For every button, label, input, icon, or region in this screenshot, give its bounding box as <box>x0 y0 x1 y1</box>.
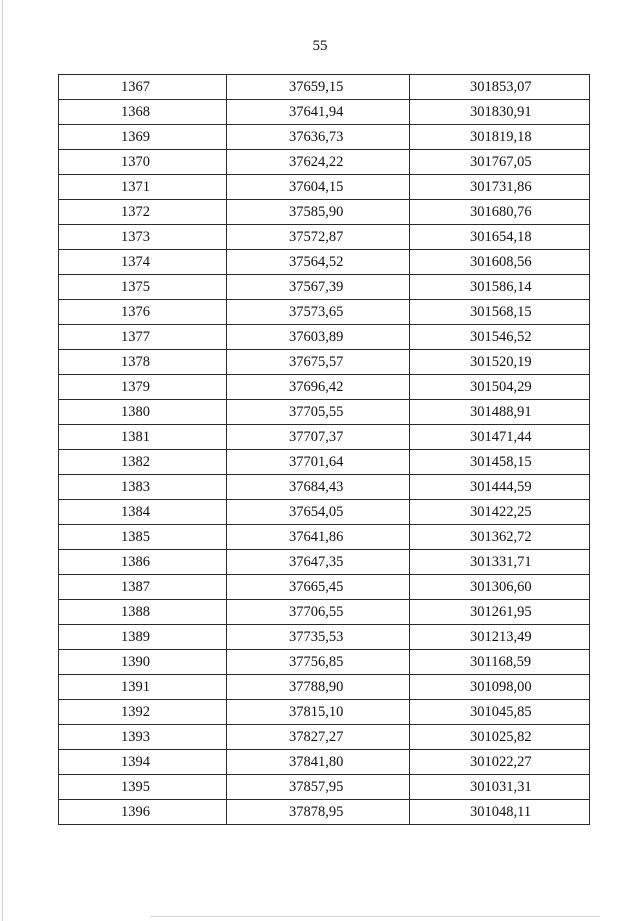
x-coordinate-cell: 37756,85 <box>227 650 410 675</box>
point-number-cell: 1391 <box>59 675 227 700</box>
x-coordinate-cell: 37827,27 <box>227 725 410 750</box>
point-number-cell: 1395 <box>59 775 227 800</box>
point-number-cell: 1392 <box>59 700 227 725</box>
table-row <box>59 200 590 225</box>
point-number-cell: 1372 <box>59 200 227 225</box>
x-coordinate-cell: 37675,57 <box>227 350 410 375</box>
x-coordinate-cell: 37707,37 <box>227 425 410 450</box>
table-row <box>59 800 590 825</box>
x-coordinate-cell: 37603,89 <box>227 325 410 350</box>
y-coordinate-cell: 301546,52 <box>410 325 590 350</box>
coordinates-table <box>58 74 590 825</box>
table-row <box>59 500 590 525</box>
x-coordinate-cell: 37659,15 <box>227 75 410 100</box>
x-coordinate-cell: 37701,64 <box>227 450 410 475</box>
table-row <box>59 275 590 300</box>
table-row <box>59 650 590 675</box>
y-coordinate-cell: 301168,59 <box>410 650 590 675</box>
x-coordinate-cell: 37684,43 <box>227 475 410 500</box>
table-row <box>59 225 590 250</box>
y-coordinate-cell: 301025,82 <box>410 725 590 750</box>
x-coordinate-cell: 37706,55 <box>227 600 410 625</box>
table-row <box>59 300 590 325</box>
point-number-cell: 1389 <box>59 625 227 650</box>
point-number-cell: 1370 <box>59 150 227 175</box>
y-coordinate-cell: 301767,05 <box>410 150 590 175</box>
point-number-cell: 1375 <box>59 275 227 300</box>
page-bottom-rule <box>150 916 600 917</box>
page-number: 55 <box>312 38 328 54</box>
point-number-cell: 1396 <box>59 800 227 825</box>
table-row <box>59 625 590 650</box>
table-row <box>59 350 590 375</box>
x-coordinate-cell: 37857,95 <box>227 775 410 800</box>
table-row <box>59 675 590 700</box>
point-number-cell: 1386 <box>59 550 227 575</box>
table-row <box>59 425 590 450</box>
table-row <box>59 550 590 575</box>
point-number-cell: 1369 <box>59 125 227 150</box>
table-row <box>59 450 590 475</box>
y-coordinate-cell: 301608,56 <box>410 250 590 275</box>
point-number-cell: 1393 <box>59 725 227 750</box>
y-coordinate-cell: 301504,29 <box>410 375 590 400</box>
x-coordinate-cell: 37878,95 <box>227 800 410 825</box>
y-coordinate-cell: 301586,14 <box>410 275 590 300</box>
y-coordinate-cell: 301261,95 <box>410 600 590 625</box>
x-coordinate-cell: 37624,22 <box>227 150 410 175</box>
point-number-cell: 1373 <box>59 225 227 250</box>
x-coordinate-cell: 37705,55 <box>227 400 410 425</box>
table-row <box>59 325 590 350</box>
table-row <box>59 400 590 425</box>
table-row <box>59 475 590 500</box>
point-number-cell: 1394 <box>59 750 227 775</box>
y-coordinate-cell: 301830,91 <box>410 100 590 125</box>
table-row <box>59 750 590 775</box>
point-number-cell: 1380 <box>59 400 227 425</box>
page-edge <box>2 0 3 921</box>
y-coordinate-cell: 301422,25 <box>410 500 590 525</box>
x-coordinate-cell: 37696,42 <box>227 375 410 400</box>
x-coordinate-cell: 37604,15 <box>227 175 410 200</box>
y-coordinate-cell: 301680,76 <box>410 200 590 225</box>
point-number-cell: 1376 <box>59 300 227 325</box>
coordinates-table-body <box>59 75 590 825</box>
y-coordinate-cell: 301819,18 <box>410 125 590 150</box>
point-number-cell: 1367 <box>59 75 227 100</box>
y-coordinate-cell: 301306,60 <box>410 575 590 600</box>
table-row <box>59 575 590 600</box>
x-coordinate-cell: 37641,94 <box>227 100 410 125</box>
table-row <box>59 600 590 625</box>
x-coordinate-cell: 37654,05 <box>227 500 410 525</box>
table-row <box>59 700 590 725</box>
point-number-cell: 1371 <box>59 175 227 200</box>
table-row <box>59 175 590 200</box>
y-coordinate-cell: 301520,19 <box>410 350 590 375</box>
point-number-cell: 1385 <box>59 525 227 550</box>
point-number-cell: 1379 <box>59 375 227 400</box>
table-row <box>59 525 590 550</box>
x-coordinate-cell: 37641,86 <box>227 525 410 550</box>
x-coordinate-cell: 37573,65 <box>227 300 410 325</box>
y-coordinate-cell: 301853,07 <box>410 75 590 100</box>
point-number-cell: 1368 <box>59 100 227 125</box>
x-coordinate-cell: 37665,45 <box>227 575 410 600</box>
y-coordinate-cell: 301213,49 <box>410 625 590 650</box>
table-row <box>59 775 590 800</box>
y-coordinate-cell: 301098,00 <box>410 675 590 700</box>
table-row <box>59 375 590 400</box>
y-coordinate-cell: 301458,15 <box>410 450 590 475</box>
y-coordinate-cell: 301471,44 <box>410 425 590 450</box>
x-coordinate-cell: 37647,35 <box>227 550 410 575</box>
x-coordinate-cell: 37572,87 <box>227 225 410 250</box>
point-number-cell: 1383 <box>59 475 227 500</box>
table-row <box>59 150 590 175</box>
point-number-cell: 1388 <box>59 600 227 625</box>
point-number-cell: 1378 <box>59 350 227 375</box>
y-coordinate-cell: 301362,72 <box>410 525 590 550</box>
y-coordinate-cell: 301031,31 <box>410 775 590 800</box>
table-row <box>59 725 590 750</box>
y-coordinate-cell: 301048,11 <box>410 800 590 825</box>
y-coordinate-cell: 301488,91 <box>410 400 590 425</box>
table-row <box>59 100 590 125</box>
x-coordinate-cell: 37788,90 <box>227 675 410 700</box>
y-coordinate-cell: 301022,27 <box>410 750 590 775</box>
table-row <box>59 75 590 100</box>
x-coordinate-cell: 37585,90 <box>227 200 410 225</box>
x-coordinate-cell: 37567,39 <box>227 275 410 300</box>
x-coordinate-cell: 37564,52 <box>227 250 410 275</box>
x-coordinate-cell: 37735,53 <box>227 625 410 650</box>
point-number-cell: 1384 <box>59 500 227 525</box>
y-coordinate-cell: 301331,71 <box>410 550 590 575</box>
point-number-cell: 1387 <box>59 575 227 600</box>
point-number-cell: 1377 <box>59 325 227 350</box>
x-coordinate-cell: 37841,80 <box>227 750 410 775</box>
point-number-cell: 1382 <box>59 450 227 475</box>
y-coordinate-cell: 301045,85 <box>410 700 590 725</box>
point-number-cell: 1381 <box>59 425 227 450</box>
y-coordinate-cell: 301568,15 <box>410 300 590 325</box>
point-number-cell: 1374 <box>59 250 227 275</box>
x-coordinate-cell: 37815,10 <box>227 700 410 725</box>
y-coordinate-cell: 301444,59 <box>410 475 590 500</box>
point-number-cell: 1390 <box>59 650 227 675</box>
table-row <box>59 125 590 150</box>
x-coordinate-cell: 37636,73 <box>227 125 410 150</box>
table-row <box>59 250 590 275</box>
y-coordinate-cell: 301731,86 <box>410 175 590 200</box>
y-coordinate-cell: 301654,18 <box>410 225 590 250</box>
